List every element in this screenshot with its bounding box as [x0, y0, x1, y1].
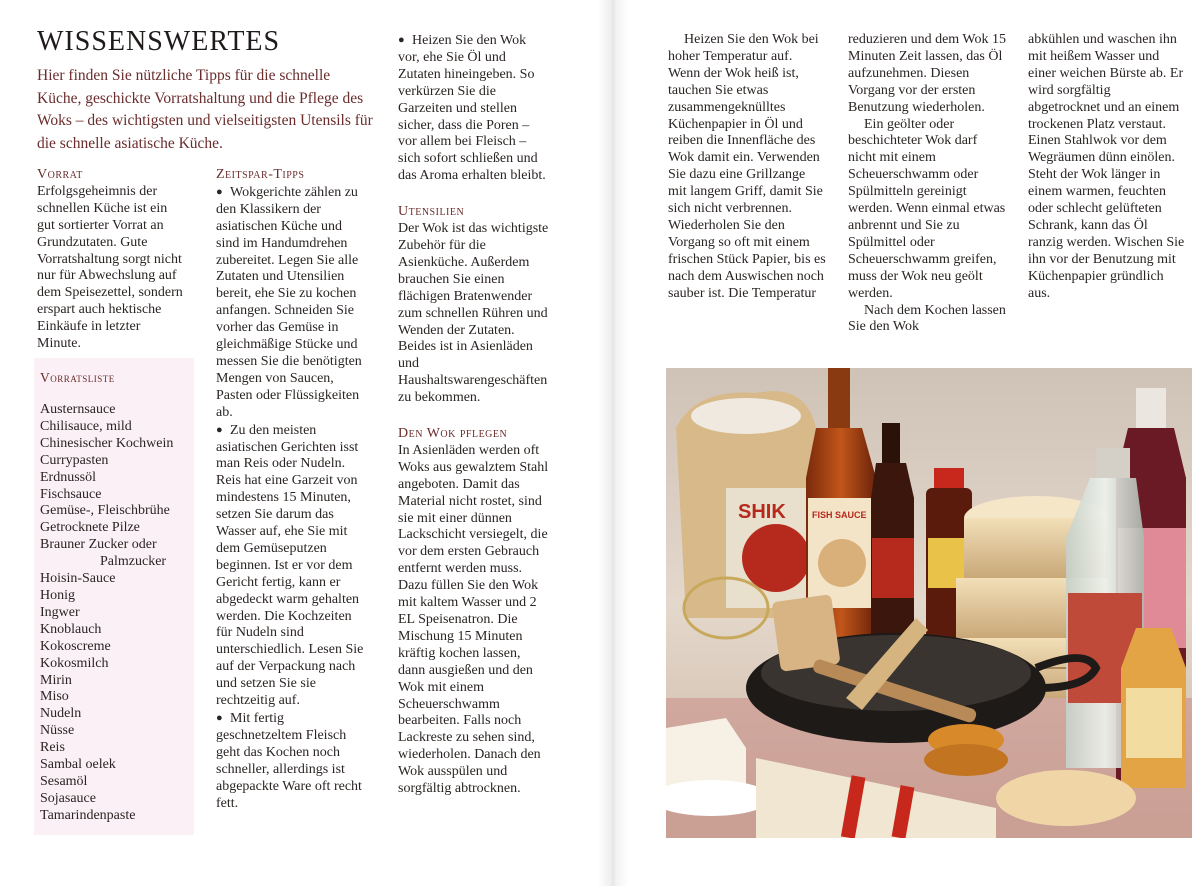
bag-label-text: SHIK	[738, 501, 786, 523]
list-item: Kokoscreme	[40, 638, 111, 654]
vorrat-section	[37, 167, 187, 353]
left-third-column	[398, 32, 550, 798]
glass-bottle-cap	[1096, 448, 1130, 478]
tip-1: ● Wokgerichte zählen zu den Klassikern der asiatischen Küche und sind im Handumdrehen zubereitet. Legen Sie alle Zutaten und Utensilien bereit, ehe Sie zu kochen anfangen. Schneiden Sie vorher das Gemüse in gleichmäßige Stücke und messen Sie die benötigten Mengen von Saucen, Pasten oder Flüssigkeiten ab.	[216, 184, 362, 420]
pantry-photo	[666, 368, 1192, 838]
utensilien-text: Der Wok ist das wichtigste Zubehör für die Asienküche. Außerdem brauchen Sie einen flächigen Bratenwender zum schnellen Rühren und Wenden der Zutaten. Beides ist in Asienläden und Haushaltswarengeschäften zu bekommen.	[398, 221, 549, 406]
list-item: Kokosmilch	[40, 655, 109, 671]
list-item: Sambal oelek	[40, 757, 116, 773]
zeitspar-section	[216, 167, 368, 812]
list-item: Chinesischer Kochwein	[40, 435, 174, 451]
vorrat-text: Erfolgsgeheimnis der schnellen Küche ist ein gut sortierter Vorrat an Grundzutaten. Gute Vorratshaltung sorgt nicht nur für Abwechslung auf dem Speisezettel, sondern erspart auch hektische Einkäufe in letzter Minute.	[37, 183, 183, 352]
tip-4: ● Heizen Sie den Wok vor, ehe Sie Öl und Zutaten hineingeben. So verkürzen Sie die Garzeiten und stellen sicher, dass die Poren – vor allem bei Fleisch – sich sofort schließen und das Aroma erhalten bleibt.	[398, 33, 546, 184]
pantry-photo-drawing	[666, 368, 1192, 838]
tip-3: ● Mit fertig geschnetzeltem Fleisch geht das Kochen noch schneller, allerdings ist abgepackte Ware oft recht fett.	[216, 711, 362, 811]
list-item: Currypasten	[40, 452, 109, 468]
list-item: Chilisauce, mild	[40, 418, 132, 434]
wooden-spatula-blade	[771, 594, 840, 672]
list-item: Brauner Zucker oder	[40, 537, 157, 553]
utensilien-heading: Utensilien	[398, 204, 465, 220]
list-item: Ingwer	[40, 604, 80, 620]
grated-ginger	[996, 770, 1136, 826]
fish-sauce-label-text: FISH SAUCE	[812, 510, 867, 520]
tip-2: ● Zu den meisten asiatischen Gerichten isst man Reis oder Nudeln. Reis hat eine Garzeit von mindestens 15 Minuten, setzen Sie darum das Wasser auf, ehe Sie mit dem Gemüseputzen beginnen. Ist er vor dem Gericht fertig, kann er abgedeckt warm gehalten werden. Die Kochzeiten für Nudeln sind unterschiedlich. Lesen Sie auf der Verpackung nach und setzen Sie sie rechtzeitig auf.	[216, 422, 364, 709]
bullet-icon: ●	[398, 34, 405, 46]
vorrat-heading: Vorrat	[37, 167, 83, 182]
right-column-3	[1028, 32, 1186, 303]
list-item: Hoisin-Sauce	[40, 571, 116, 587]
list-item: Sojasauce	[40, 790, 96, 806]
list-item: Nudeln	[40, 706, 82, 722]
right-column-2	[848, 32, 1006, 336]
list-item: Miso	[40, 689, 69, 705]
vorratsliste-heading: Vorratsliste	[40, 370, 115, 385]
wok-pflegen-col2b: Ein geölter oder beschichteter Wok darf nicht mit einem Scheuerschwamm oder Spülmitteln gereinigt werden. Wenn einmal etwas anbrennt und Sie zu Spülmittel oder Scheuerschwamm greifen, muss der Wok neu geölt werden.	[848, 116, 1006, 301]
list-item: Erdnussöl	[40, 469, 96, 485]
list-item: Honig	[40, 587, 75, 603]
fish-sauce-portrait	[818, 539, 866, 587]
list-item: Gemüse-, Fleischbrühe	[40, 503, 170, 519]
list-item: Austernsauce	[40, 402, 116, 417]
list-item: Reis	[40, 740, 65, 756]
bottle-neck	[828, 368, 850, 428]
list-item: Tamarindenpaste	[40, 807, 136, 823]
intro-paragraph: Hier finden Sie nützliche Tipps für die schnelle Küche, geschickte Vorratshaltung und die Pflege des Woks – des wichtigsten und vielseitigsten Utensils für die schnelle asiatische Küche.	[37, 67, 373, 152]
wok-pflegen-col3: abkühlen und waschen ihn mit heißem Wasser und einer weichen Bürste ab. Er wird sorgfältig abgetrocknet und an einem trockenen Platz verstaut. Einen Stahlwok vor dem Wegräumen dünn einölen. Steht der Wok länger in einem warmen, feuchten oder schlecht gelüfteten Schrank, kann das Öl ranzig werden. Wischen Sie ihn vor der Benutzung mit Küchenpapier gründlich aus.	[1028, 32, 1185, 301]
wok-pflegen-heading: Den Wok pflegen	[398, 426, 508, 442]
book-gutter	[598, 0, 628, 886]
zeitspar-heading: Zeitspar-Tipps	[216, 167, 305, 182]
tall-bottle-cap	[1136, 388, 1166, 428]
wok-pflegen-text: In Asienläden werden oft Woks aus gewalztem Stahl angeboten. Damit das Material nicht rostet, sind sie mit einer dünnen Lackschicht versiegelt, die vor dem ersten Gebrauch entfernt werden muss. Dazu füllen Sie den Wok mit kaltem Wasser und 2 EL Speisenatron. Die Mischung 15 Minuten kräftig kochen lassen, dann ausgießen und den Wok mit einem Scheuerschwamm bearbeiten. Falls noch Lackreste zu sehen sind, wiederholen. Danach den Wok ausspülen und sorgfältig abtrocknen.	[398, 442, 549, 797]
list-item: Mirin	[40, 672, 72, 688]
list-item: Sesamöl	[40, 773, 88, 789]
list-item: Nüsse	[40, 723, 75, 739]
wok-pflegen-col1: Heizen Sie den Wok bei hoher Temperatur auf. Wenn der Wok heiß ist, tauchen Sie etwas zusammengeknülltes Küchenpapier in Öl und reiben die Innenfläche des Wok damit ein. Verwenden Sie dazu eine Grillzange mit langem Griff, damit Sie sich nicht verbrennen. Wiederholen Sie den Vorgang so oft mit einem frischen Stück Papier, bis es nach dem Auswischen noch sauber ist. Die Temperatur	[668, 32, 826, 301]
list-item: Knoblauch	[40, 621, 102, 637]
rice-grains	[691, 398, 801, 434]
bullet-icon: ●	[216, 185, 223, 198]
page-title: WISSENSWERTES	[37, 26, 281, 57]
yellow-bottle-label	[1126, 688, 1182, 758]
wok-pflegen-col2a: reduzieren und dem Wok 15 Minuten Zeit lassen, das Öl aufzunehmen. Diesen Vorgang vor der ersten Benutzung wiederholen.	[848, 32, 1007, 115]
list-item: Getrocknete Pilze	[40, 520, 140, 536]
right-column-1	[668, 32, 826, 303]
soy-label	[872, 538, 914, 598]
bag-red-emblem	[742, 524, 810, 592]
list-item: Palmzucker	[100, 554, 167, 570]
bullet-icon: ●	[216, 712, 223, 724]
list-item: Fischsauce	[40, 486, 102, 502]
soy-neck	[882, 423, 900, 463]
small-bottle-cap	[934, 468, 964, 488]
wok-pflegen-col2c: Nach dem Kochen lassen Sie den Wok	[848, 302, 1006, 335]
bullet-icon: ●	[216, 423, 223, 436]
palm-sugar-cake	[924, 744, 1008, 776]
vorratsliste	[40, 402, 173, 825]
